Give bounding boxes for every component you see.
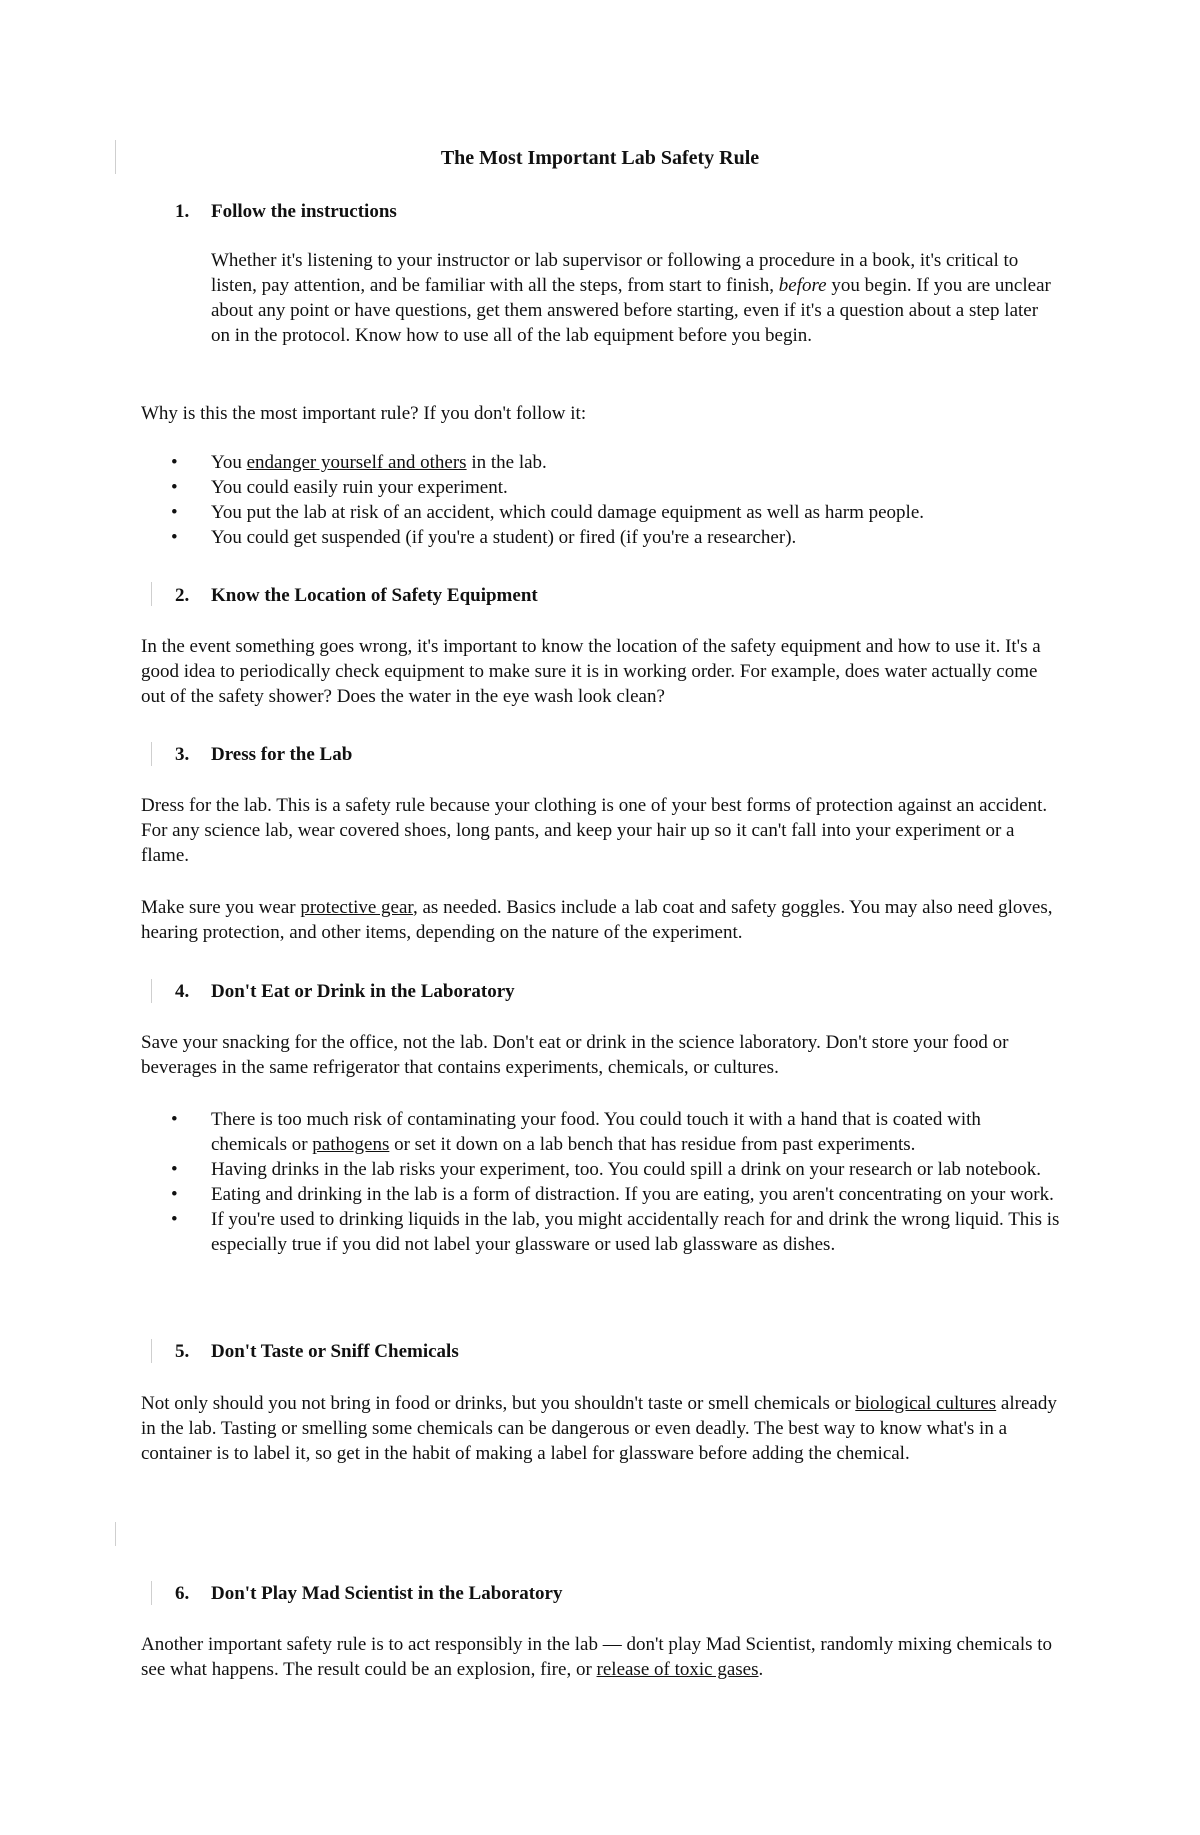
section-2-heading <box>0 583 1200 608</box>
list-item: • Eating and drinking in the lab is a form of distraction. If you are eating, you aren't concentrating on your work. <box>171 1184 1054 1205</box>
section-title: Don't Eat or Drink in the Laboratory <box>211 981 515 1002</box>
section-3-paragraph-2: Make sure you wear protective gear, as needed. Basics include a lab coat and safety goggles. You may also need gloves, hearing protection, and other items, depending on the nature of the experiment. <box>141 897 1053 943</box>
toxic-gases-link[interactable]: release of toxic gases <box>596 1659 759 1680</box>
bullet-icon: • <box>171 1184 178 1205</box>
bullet-icon: • <box>171 1159 178 1180</box>
food-risks-list <box>141 1107 1061 1257</box>
section-1-paragraph: Whether it's listening to your instructor or lab supervisor or following a procedure in a book, it's critical to listen, pay attention, and be familiar with all the steps, from start to finish, before you begin. If you are unclear about any point or have questions, get them answered before starting, even if it's a question about a step later on in the protocol. Know how to use all of the lab equipment before you begin. <box>211 250 1051 346</box>
list-item: • You put the lab at risk of an accident, which could damage equipment as well as harm people. <box>171 502 925 523</box>
list-item: • There is too much risk of contaminating your food. You could touch it with a hand that is coated with chemicals or pathogens or set it down on a lab bench that has residue from past experiments. <box>171 1109 981 1155</box>
bullet-icon: • <box>171 527 178 548</box>
section-number: 4. <box>175 981 190 1002</box>
section-title: Follow the instructions <box>211 201 397 222</box>
list-item: • If you're used to drinking liquids in the lab, you might accidentally reach for and drink the wrong liquid. This is especially true if you did not label your glassware or used lab glassware as dishes. <box>171 1209 1060 1255</box>
section-4-paragraph: Save your snacking for the office, not the lab. Don't eat or drink in the science laboratory. Don't store your food or beverages in the same refrigerator that contains experiments, chemicals, or cultures. <box>141 1032 1009 1078</box>
endanger-link[interactable]: endanger yourself and others <box>246 452 467 473</box>
section-title: Know the Location of Safety Equipment <box>211 585 538 606</box>
section-3-heading <box>0 742 1200 767</box>
section-number: 1. <box>175 201 190 222</box>
bullet-icon: • <box>171 502 178 523</box>
bullet-icon: • <box>171 477 178 498</box>
list-item: • You could easily ruin your experiment. <box>171 477 508 498</box>
section-6-heading <box>0 1581 1200 1606</box>
list-item: • You could get suspended (if you're a student) or fired (if you're a researcher). <box>171 527 797 548</box>
protective-gear-link[interactable]: protective gear <box>300 897 413 918</box>
section-1-heading <box>0 199 1200 224</box>
bullet-icon: • <box>171 1209 178 1230</box>
pathogens-link[interactable]: pathogens <box>312 1134 390 1155</box>
document-title: The Most Important Lab Safety Rule <box>440 147 760 169</box>
section-4-heading <box>0 979 1200 1004</box>
section-title: Dress for the Lab <box>211 744 353 765</box>
section-title: Don't Play Mad Scientist in the Laboratory <box>211 1583 563 1604</box>
section-3-paragraph-1: Dress for the lab. This is a safety rule because your clothing is one of your best forms of protection against an accident. For any science lab, wear covered shoes, long pants, and keep your hair up so it can't fall into your experiment or a flame. <box>141 795 1048 866</box>
biological-cultures-link[interactable]: biological cultures <box>855 1393 997 1414</box>
section-number: 3. <box>175 744 190 765</box>
consequences-list <box>141 450 1061 550</box>
list-item: • Having drinks in the lab risks your experiment, too. You could spill a drink on your research or lab notebook. <box>171 1159 1042 1180</box>
bullet-icon: • <box>171 1109 178 1130</box>
section-number: 2. <box>175 585 190 606</box>
section-5-paragraph: Not only should you not bring in food or drinks, but you shouldn't taste or smell chemicals or biological cultures already in the lab. Tasting or smelling some chemicals can be dangerous or even deadly. The best way to know what's in a container is to label it, so get in the habit of making a label for glassware before adding the chemical. <box>141 1393 1057 1464</box>
section-6-paragraph: Another important safety rule is to act responsibly in the lab — don't play Mad Scientist, randomly mixing chemicals to see what happens. The result could be an explosion, fire, or release of toxic gases. <box>141 1634 1053 1680</box>
section-number: 5. <box>175 1341 190 1362</box>
section-2-paragraph: In the event something goes wrong, it's important to know the location of the safety equipment and how to use it. It's a good idea to periodically check equipment to make sure it is in working order. For example, does water actually come out of the safety shower? Does the water in the eye wash look clean? <box>141 636 1041 707</box>
section-number: 6. <box>175 1583 190 1604</box>
section-title: Don't Taste or Sniff Chemicals <box>211 1341 459 1362</box>
bullet-icon: • <box>171 452 178 473</box>
section-5-heading <box>0 1339 1200 1364</box>
emphasis-before: before <box>778 275 827 296</box>
why-paragraph: Why is this the most important rule? If you don't follow it: <box>141 403 587 424</box>
list-item: • You endanger yourself and others in the lab. <box>171 452 547 473</box>
margin-bar <box>115 1522 116 1546</box>
